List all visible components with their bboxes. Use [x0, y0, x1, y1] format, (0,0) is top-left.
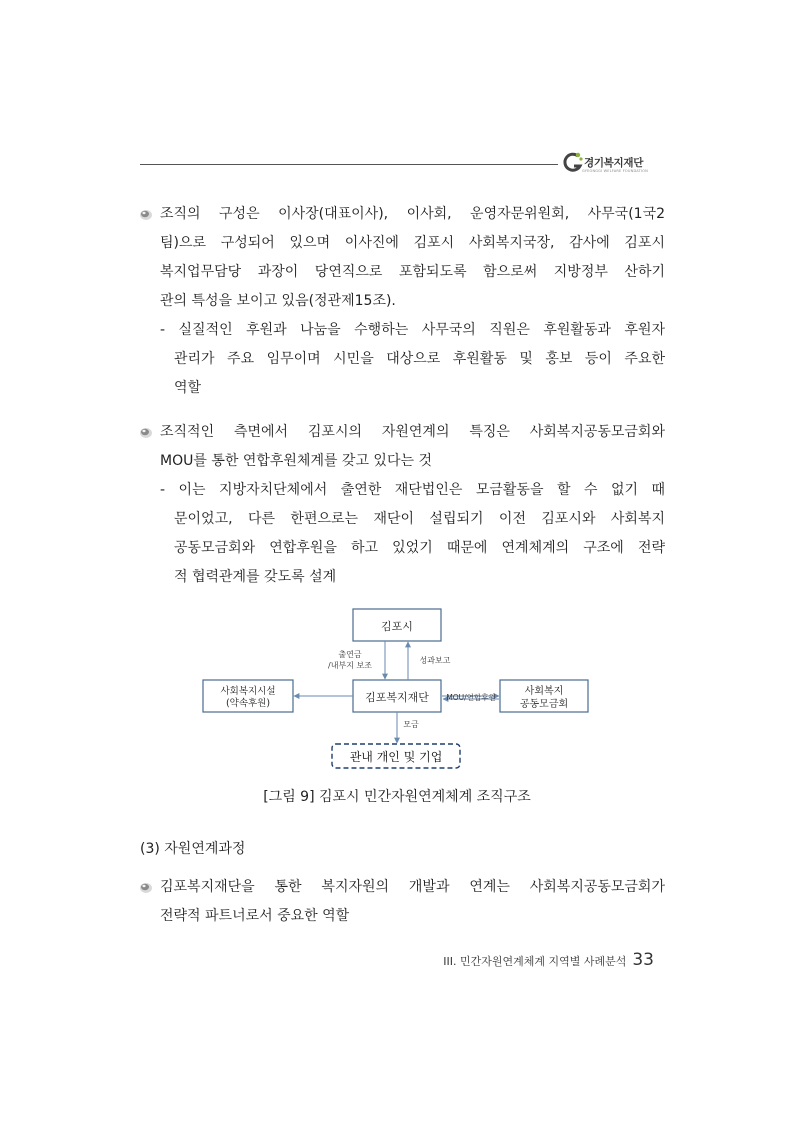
- logo-text: 경기복지재단: [584, 157, 644, 169]
- box-text: 사회복지시설: [220, 686, 276, 697]
- paragraph-line: 김포복지재단을 통한 복지자원의 개발과 연계는 사회복지공동모금회가: [160, 879, 665, 895]
- arrow-label: /내부지 보조: [328, 661, 372, 670]
- gyeonggi-foundation-logo-icon: [562, 150, 584, 176]
- box-text: 사회복지: [524, 686, 564, 697]
- paragraph-line: 복지업무담당 과장이 당연직으로 포함되도록 함으로써 지방정부 산하기: [160, 264, 665, 280]
- sub-line: 역할: [174, 380, 202, 396]
- arrow-label: 출연금: [338, 650, 362, 659]
- paragraph-line: MOU를 통한 연합후원체계를 갖고 있다는 것: [160, 453, 432, 469]
- header-rule: [140, 164, 558, 165]
- bullet-icon: [139, 425, 153, 439]
- box-text: (약속후원): [225, 698, 271, 709]
- paragraph-line: 조직의 구성은 이사장(대표이사), 이사회, 운영자문위원회, 사무국(1국2: [160, 206, 665, 222]
- bullet-icon: [139, 207, 153, 221]
- box-text: 김포복지재단: [365, 691, 429, 704]
- bullet-icon: [139, 880, 153, 894]
- header-logo: [562, 150, 662, 180]
- logo-subtext: GYEONGGI WELFARE FOUNDATION: [582, 169, 648, 173]
- figure-caption: [그림 9] 김포시 민간자원연계체계 조직구조: [263, 789, 531, 805]
- sub-line: 공동모금회와 연합후원을 하고 있었기 때문에 연계체계의 구조에 전략: [174, 540, 665, 556]
- paragraph-line: 조직적인 측면에서 김포시의 자원연계의 특징은 사회복지공동모금회와: [160, 424, 665, 440]
- paragraph-1: [160, 200, 665, 316]
- paragraph-line: 팀)으로 구성되어 있으며 이사진에 김포시 사회복지국장, 감사에 김포시: [160, 235, 665, 251]
- sub-paragraph-1: [160, 316, 665, 403]
- sub-paragraph-2: [160, 476, 665, 592]
- sub-line: 적 협력관계를 갖도록 설계: [174, 569, 337, 585]
- sub-line: - 실질적인 후원과 나눔을 수행하는 사무국의 직원은 후원활동과 후원자: [160, 322, 665, 338]
- arrow-label: 모금: [403, 720, 419, 729]
- paragraph-line: 전략적 파트너로서 중요한 역할: [160, 908, 350, 924]
- paragraph-line: 관의 특성을 보이고 있음(정관제15조).: [160, 293, 396, 309]
- box-text: 관내 개인 및 기업: [349, 750, 443, 764]
- sub-line: - 이는 지방자치단체에서 출연한 재단법인은 모금활동을 할 수 없기 때: [160, 482, 665, 498]
- paragraph-2: [160, 418, 665, 476]
- sub-line: 문이었고, 다른 한편으로는 재단이 설립되기 이전 김포시와 사회복지: [174, 511, 665, 527]
- page-footer: [443, 950, 654, 970]
- arrow-label: 성과보고: [419, 656, 451, 665]
- org-structure-diagram: [200, 600, 600, 775]
- paragraph-3: [160, 873, 665, 931]
- sub-line: 관리가 주요 임무이며 시민을 대상으로 후원활동 및 홍보 등이 주요한: [174, 351, 665, 367]
- section-title: (3) 자원연계과정: [140, 841, 246, 857]
- page-number: 33: [632, 950, 654, 970]
- box-text: 김포시: [381, 620, 413, 633]
- arrow-label: MOU/연합후원: [446, 693, 496, 702]
- box-text: 공동모금회: [519, 699, 569, 710]
- footer-chapter: III. 민간자원연계체계 지역별 사례분석: [443, 955, 627, 968]
